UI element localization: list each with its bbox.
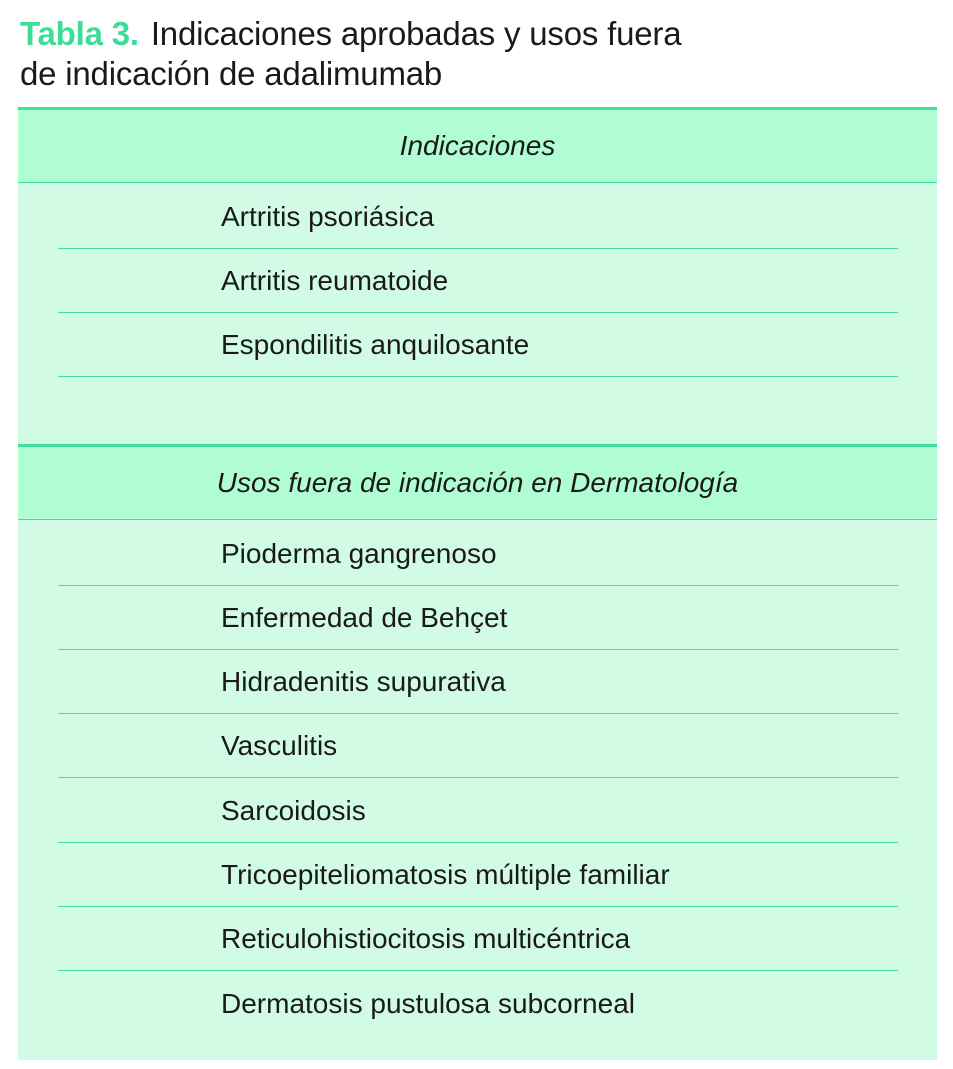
section-header-usos-fuera: Usos fuera de indicación en Dermatología [18,447,937,520]
list-item: Vasculitis [58,714,898,778]
list-item: Artritis reumatoide [58,249,898,313]
table-title-line-2: de indicación de adalimumab [20,55,443,92]
table-title-line-1: Indicaciones aprobadas y usos fuera [150,15,682,52]
list-item: Sarcoidosis [58,779,898,843]
table-caption [20,14,920,94]
list-item: Enfermedad de Behçet [58,586,898,650]
list-item: Hidradenitis supurativa [58,650,898,714]
table-number-label: Tabla 3. [20,15,139,52]
list-item: Artritis psoriásica [58,185,898,249]
list-item: Espondilitis anquilosante [58,313,898,377]
list-item: Dermatosis pustulosa subcorneal [221,988,635,1019]
list-item: Reticulohistiocitosis multicéntrica [58,907,898,971]
list-item: Pioderma gangrenoso [58,522,898,586]
indications-table [18,107,937,1060]
list-item: Tricoepiteliomatosis múltiple familiar [58,843,898,907]
section-header-indicaciones: Indicaciones [18,110,937,183]
